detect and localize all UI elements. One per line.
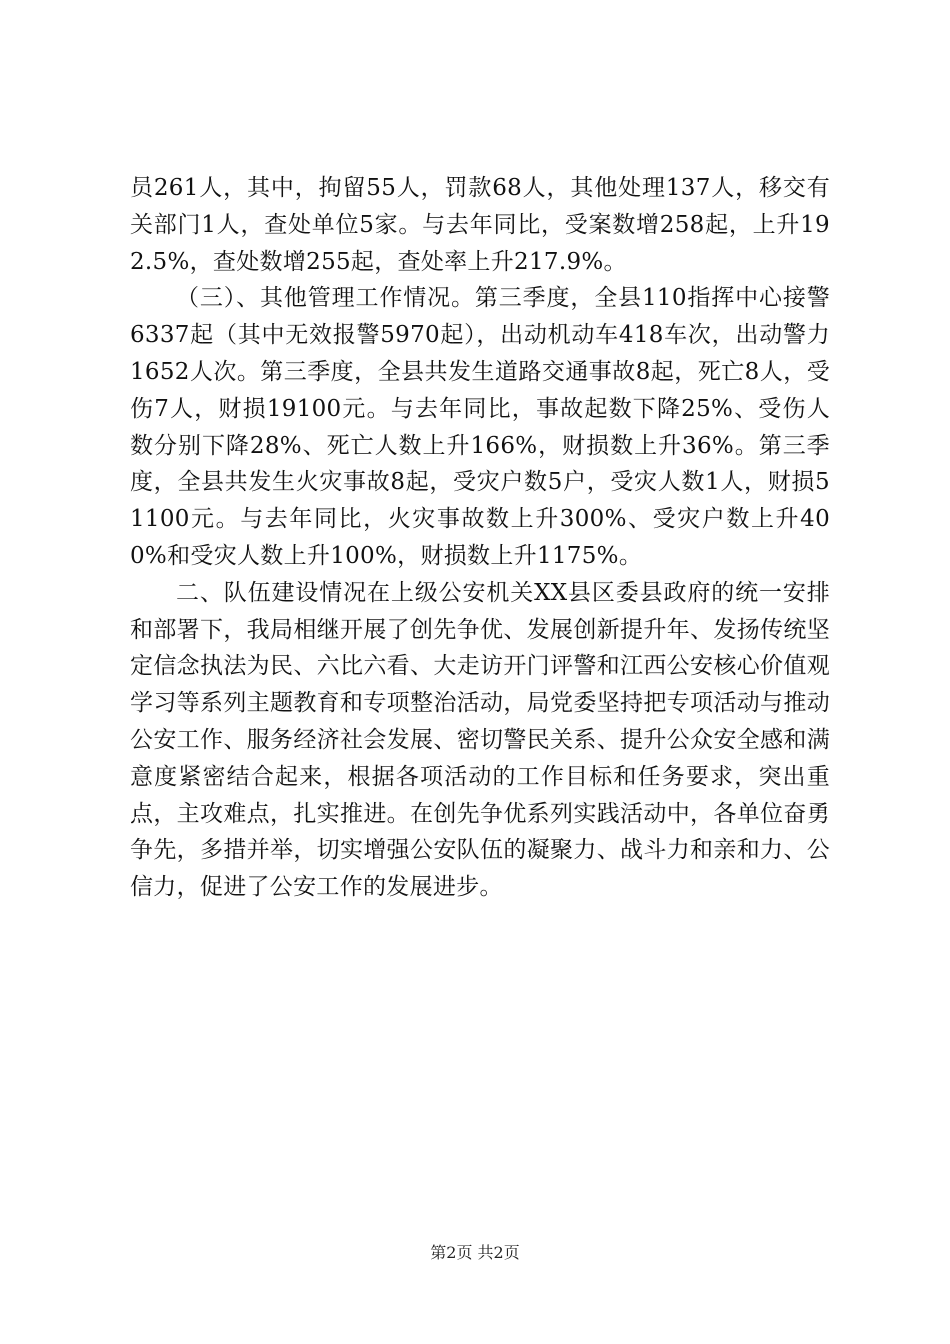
paragraph-other-management: （三）、其他管理工作情况。第三季度，全县110指挥中心接警6337起（其中无效报警5970起），出动机动车418车次，出动警力1652人次。第三季度，全县共发生道路交通事故8起，死亡8人，受伤7人，财损19100元。与去年同比，事故起数下降25%、受伤人数分别下降28%、死亡人数上升166%，财损数上升36%。第三季度，全县共发生火灾事故8起，受灾户数5户，受灾人数1人，财损51100元。与去年同比，火灾事故数上升300%、受灾户数上升400%和受灾人数上升100%，财损数上升1175%。 xyxy=(130,285,830,569)
paragraph-team-building: 二、队伍建设情况在上级公安机关XX县区委县政府的统一安排和部署下，我局相继开展了创先争优、发展创新提升年、发扬传统坚定信念执法为民、六比六看、大走访开门评警和江西公安核心价值观学习等系列主题教育和专项整治活动，局党委坚持把专项活动与推动公安工作、服务经济社会发展、密切警民关系、提升公众安全感和满意度紧密结合起来，根据各项活动的工作目标和任务要求，突出重点，主攻难点，扎实推进。在创先争优系列实践活动中，各单位奋勇争先，多措并举，切实增强公安队伍的凝聚力、战斗力和亲和力、公信力，促进了公安工作的发展进步。 xyxy=(130,579,830,901)
page-footer: 第2页 共2页 xyxy=(430,1243,520,1262)
document-body xyxy=(130,170,830,906)
paragraph-case-summary: 员261人，其中，拘留55人，罚款68人，其他处理137人，移交有关部门1人，查处单位5家。与去年同比，受案数增258起，上升192.5%，查处数增255起，查处率上升217.9%。 xyxy=(130,175,830,275)
